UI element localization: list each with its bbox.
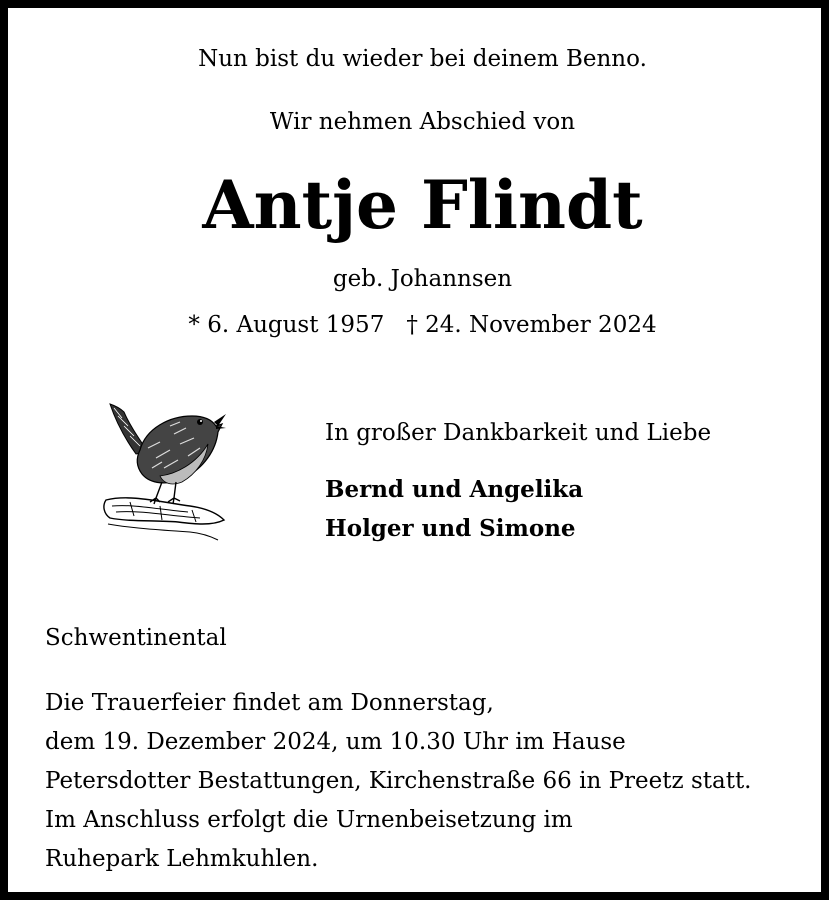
mourner-family-2: Holger und Simone [325, 515, 576, 542]
funeral-info-line: Petersdotter Bestattungen, Kirchenstraße 66 in Preetz statt. [45, 768, 752, 794]
maiden-name: geb. Johannsen [332, 266, 513, 292]
deceased-name: Antje Flindt [202, 166, 643, 244]
funeral-info-line: dem 19. Dezember 2024, um 10.30 Uhr im Hause [45, 729, 626, 755]
death-date: † 24. November 2024 [406, 312, 657, 338]
place-name: Schwentinental [45, 625, 227, 651]
wren-bird-illustration-icon [100, 398, 228, 548]
funeral-info-line: Im Anschluss erfolgt die Urnenbeisetzung im [45, 807, 573, 833]
life-dates [8, 312, 829, 338]
gratitude-line: In großer Dankbarkeit und Liebe [325, 420, 712, 446]
funeral-info-line: Ruhepark Lehmkuhlen. [45, 846, 319, 872]
farewell-line: Wir nehmen Abschied von [269, 109, 576, 135]
mourner-family-1: Bernd und Angelika [325, 476, 584, 503]
funeral-info-line: Die Trauerfeier findet am Donnerstag, [45, 690, 494, 716]
intro-line: Nun bist du wieder bei deinem Benno. [198, 46, 647, 72]
birth-date: * 6. August 1957 [188, 312, 385, 338]
